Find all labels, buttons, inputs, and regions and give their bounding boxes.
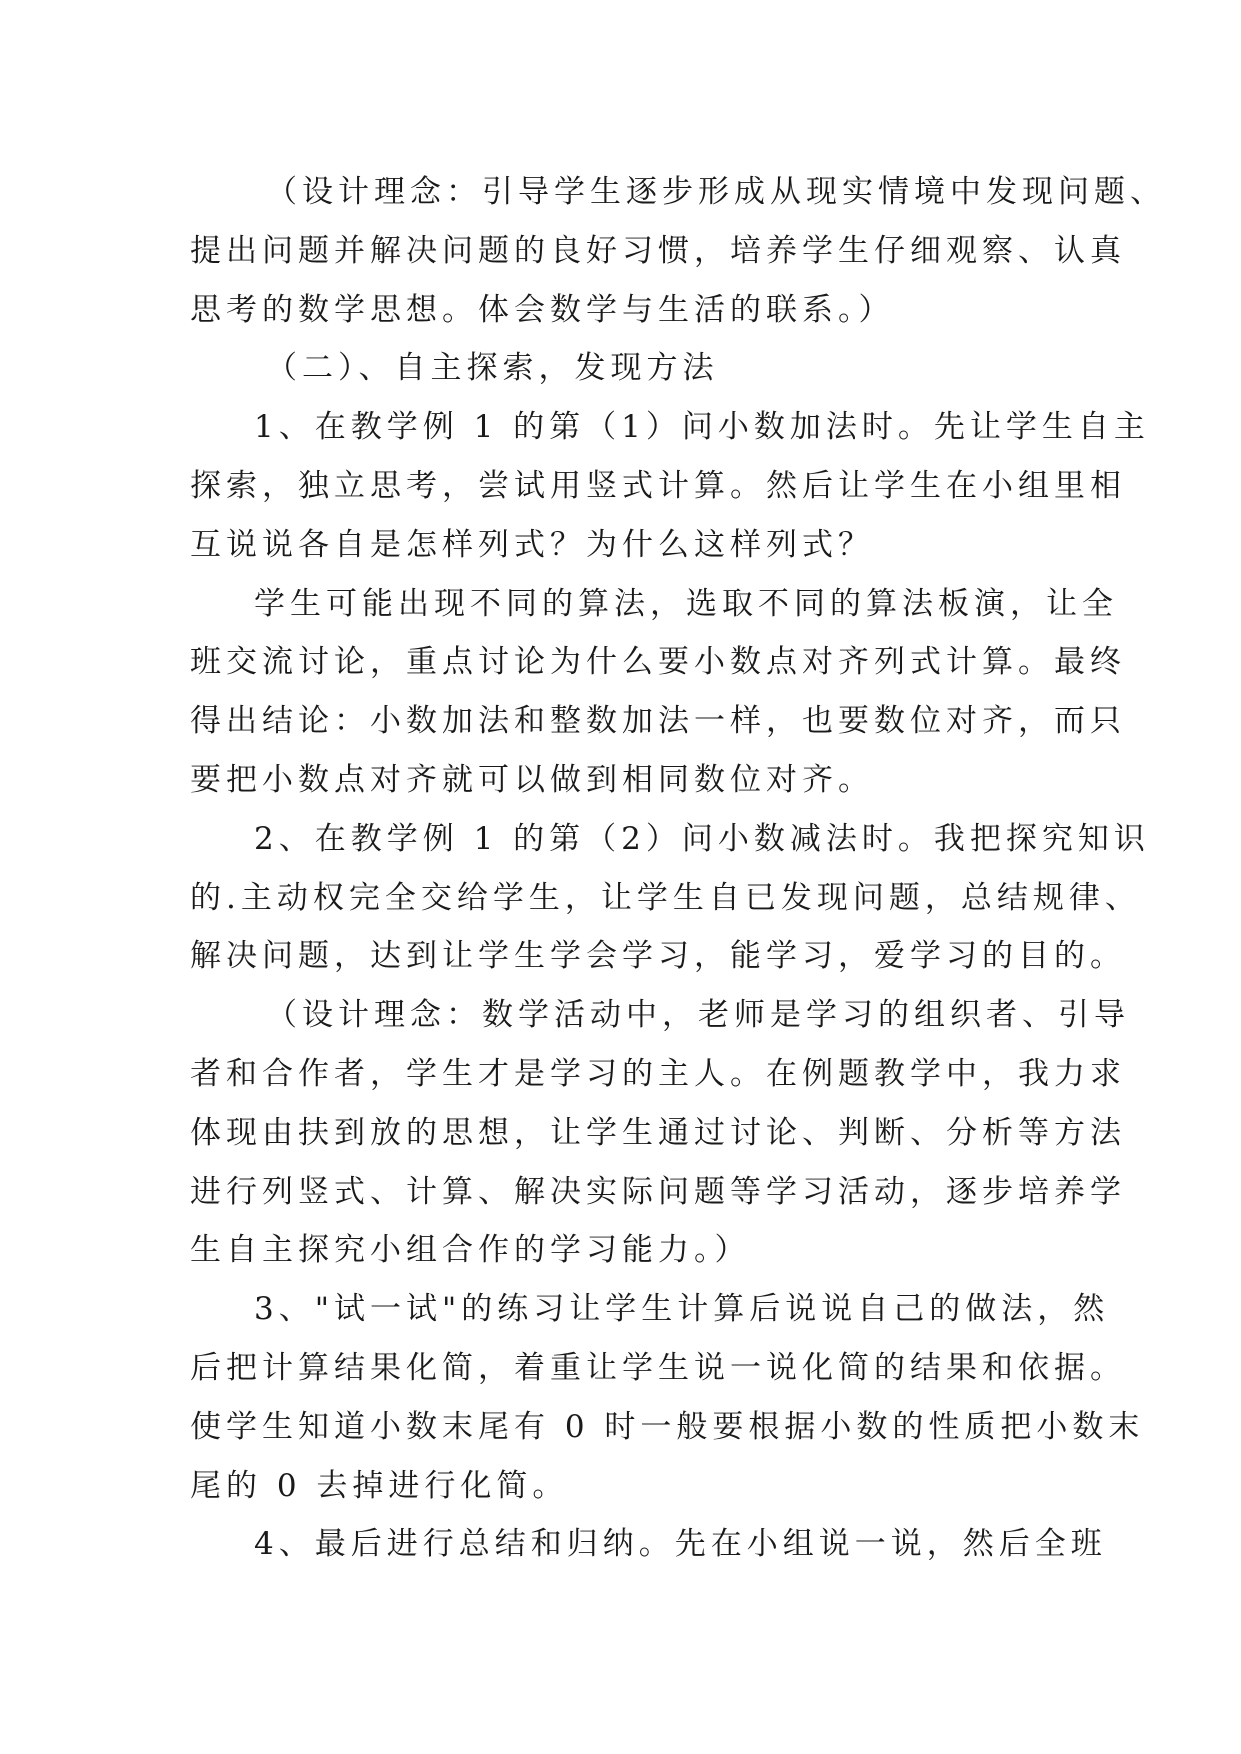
paragraph-line: 3、"试一试"的练习让学生计算后说说自己的做法，然 bbox=[254, 1291, 1110, 1328]
paragraph-line: （设计理念：引导学生逐步形成从现实情境中发现问题、 bbox=[266, 174, 1166, 210]
paragraph-line: 班交流讨论，重点讨论为什么要小数点对齐列式计算。最终 bbox=[190, 644, 1126, 681]
paragraph-line: 要把小数点对齐就可以做到相同数位对齐。 bbox=[190, 761, 874, 798]
paragraph-line: 提出问题并解决问题的良好习惯，培养学生仔细观察、认真 bbox=[190, 232, 1126, 269]
paragraph-line: 2、在教学例 1 的第（2）问小数减法时。我把探究知识 bbox=[254, 820, 1150, 857]
paragraph-line: 思考的数学思想。体会数学与生活的联系。） bbox=[190, 291, 895, 328]
document-body bbox=[190, 163, 1166, 1574]
paragraph-line: （设计理念：数学活动中，老师是学习的组织者、引导 bbox=[266, 997, 1130, 1034]
paragraph-line: 后把计算结果化简，着重让学生说一说化简的结果和依据。 bbox=[190, 1349, 1126, 1386]
paragraph-line: 尾的 0 去掉进行化简。 bbox=[190, 1467, 569, 1504]
paragraph-line: 者和合作者，学生才是学习的主人。在例题教学中，我力求 bbox=[190, 1055, 1126, 1092]
paragraph-line: 学生可能出现不同的算法，选取不同的算法板演，让全 bbox=[254, 585, 1118, 622]
paragraph-line: 进行列竖式、计算、解决实际问题等学习活动，逐步培养学 bbox=[190, 1173, 1126, 1210]
paragraph-line: 1、在教学例 1 的第（1）问小数加法时。先让学生自主 bbox=[254, 409, 1150, 446]
paragraph-line: 探索，独立思考，尝试用竖式计算。然后让学生在小组里相 bbox=[190, 467, 1126, 504]
paragraph-line: 得出结论：小数加法和整数加法一样，也要数位对齐，而只 bbox=[190, 703, 1126, 740]
paragraph-line: 使学生知道小数末尾有 0 时一般要根据小数的性质把小数末 bbox=[190, 1408, 1145, 1445]
section-heading: （二）、自主探索，发现方法 bbox=[266, 350, 719, 387]
paragraph-line: 的.主动权完全交给学生，让学生自已发现问题，总结规律、 bbox=[190, 879, 1141, 916]
paragraph-line: 生自主探究小组合作的学习能力。） bbox=[190, 1232, 751, 1269]
paragraph-line: 互说说各自是怎样列式？为什么这样列式？ bbox=[190, 526, 874, 563]
paragraph-line: 解决问题，达到让学生学会学习，能学习，爱学习的目的。 bbox=[190, 938, 1126, 975]
paragraph-line: 体现由扶到放的思想，让学生通过讨论、判断、分析等方法 bbox=[190, 1114, 1126, 1151]
paragraph-line: 4、最后进行总结和归纳。先在小组说一说，然后全班 bbox=[254, 1526, 1107, 1563]
